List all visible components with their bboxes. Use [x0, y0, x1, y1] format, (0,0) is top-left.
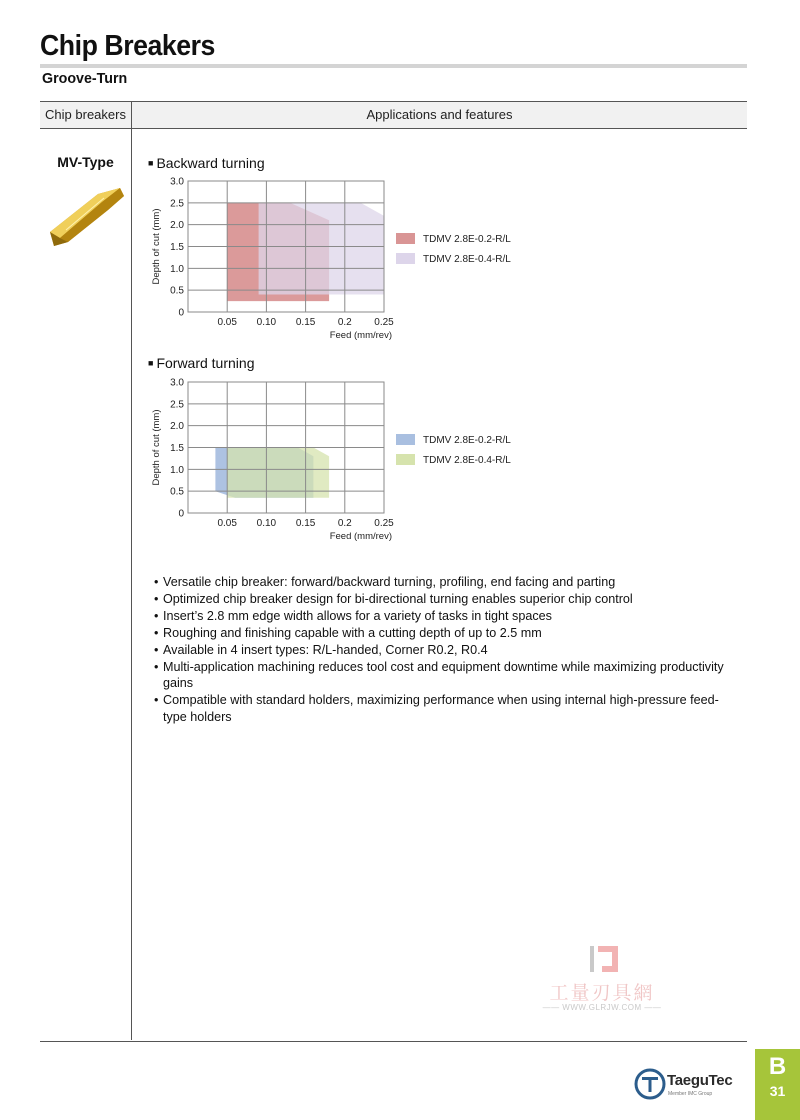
x-axis-label: Feed (mm/rev)	[329, 531, 392, 542]
y-tick-label: 1.0	[170, 464, 184, 476]
x-tick-label: 0.25	[374, 317, 394, 328]
section-letter: B	[768, 1053, 787, 1080]
forward-turning-chart	[140, 373, 540, 553]
legend-label-1: TDMV 2.8E-0.4-R/L	[423, 455, 511, 466]
y-tick-label: 2.5	[170, 198, 184, 210]
page-subtitle: Groove-Turn	[42, 70, 128, 87]
y-tick-label: 1.5	[170, 443, 184, 454]
y-tick-label: 2.5	[170, 399, 184, 411]
y-axis-label: Depth of cut (mm)	[151, 409, 162, 486]
legend-swatch-1	[396, 253, 415, 264]
feature-item: • Optimized chip breaker design for bi-directional turning enables superior chip control	[154, 591, 734, 608]
x-tick-label: 0.25	[374, 518, 394, 529]
y-tick-label: 2.0	[170, 220, 184, 232]
column-header-chip-breakers: Chip breakers	[45, 107, 126, 122]
feature-item: • Insert’s 2.8 mm edge width allows for a variety of tasks in tight spaces	[154, 608, 734, 625]
feature-list	[154, 574, 734, 726]
feature-item: • Versatile chip breaker: forward/backward turning, profiling, end facing and parting	[154, 574, 734, 591]
forward-turning-heading: ■ Forward turning	[148, 355, 255, 371]
y-tick-label: 0	[178, 307, 184, 319]
x-axis-label: Feed (mm/rev)	[329, 330, 392, 341]
y-tick-label: 0	[178, 508, 184, 520]
x-tick-label: 0.15	[295, 518, 316, 529]
page-number: 31	[769, 1083, 786, 1099]
legend-swatch-1	[396, 454, 415, 465]
legend-swatch-0	[396, 434, 415, 445]
watermark-text: 工量刃具網	[549, 982, 655, 1004]
type-name: MV-Type	[57, 154, 114, 170]
x-tick-label: 0.15	[295, 317, 316, 328]
title-rule	[40, 64, 747, 68]
y-tick-label: 0.5	[170, 486, 184, 498]
watermark-url: —— WWW.GLRJW.COM ——	[542, 1003, 662, 1012]
x-tick-label: 0.10	[256, 317, 277, 328]
backward-turning-heading: ■ Backward turning	[148, 155, 265, 171]
x-tick-label: 0.10	[256, 518, 277, 529]
feature-item: • Available in 4 insert types: R/L-handed, Corner R0.2, R0.4	[154, 642, 734, 659]
legend-label-0: TDMV 2.8E-0.2-R/L	[423, 234, 511, 245]
series-area-1	[259, 203, 384, 295]
brand-name: TaeguTec	[667, 1072, 733, 1089]
feature-item: • Compatible with standard holders, maximizing performance when using internal high-pressure feed-type holders	[154, 692, 734, 726]
section-page-tab	[755, 1049, 800, 1120]
feature-item: • Multi-application machining reduces tool cost and equipment downtime while maximizing productivity gains	[154, 659, 734, 693]
y-tick-label: 1.0	[170, 263, 184, 275]
x-tick-label: 0.2	[337, 518, 352, 529]
y-tick-label: 2.0	[170, 421, 184, 433]
series-area-1	[227, 448, 329, 498]
x-tick-label: 0.2	[337, 317, 352, 328]
feature-item: • Roughing and finishing capable with a cutting depth of up to 2.5 mm	[154, 625, 734, 642]
legend-label-1: TDMV 2.8E-0.4-R/L	[423, 254, 511, 265]
y-axis-label: Depth of cut (mm)	[151, 208, 162, 285]
y-tick-label: 1.5	[170, 242, 184, 253]
y-tick-label: 3.0	[170, 176, 184, 188]
legend-swatch-0	[396, 233, 415, 244]
page-title: Chip Breakers	[40, 30, 215, 62]
x-tick-label: 0.05	[217, 518, 237, 529]
brand-subtitle: Member IMC Group	[668, 1091, 713, 1097]
header-rule	[40, 128, 747, 129]
insert-image	[46, 184, 126, 250]
y-tick-label: 0.5	[170, 285, 184, 297]
column-divider	[131, 102, 132, 1040]
legend-label-0: TDMV 2.8E-0.2-R/L	[423, 435, 511, 446]
x-tick-label: 0.05	[217, 317, 237, 328]
column-header-applications: Applications and features	[366, 107, 513, 122]
y-tick-label: 3.0	[170, 377, 184, 389]
backward-turning-chart	[140, 172, 540, 352]
